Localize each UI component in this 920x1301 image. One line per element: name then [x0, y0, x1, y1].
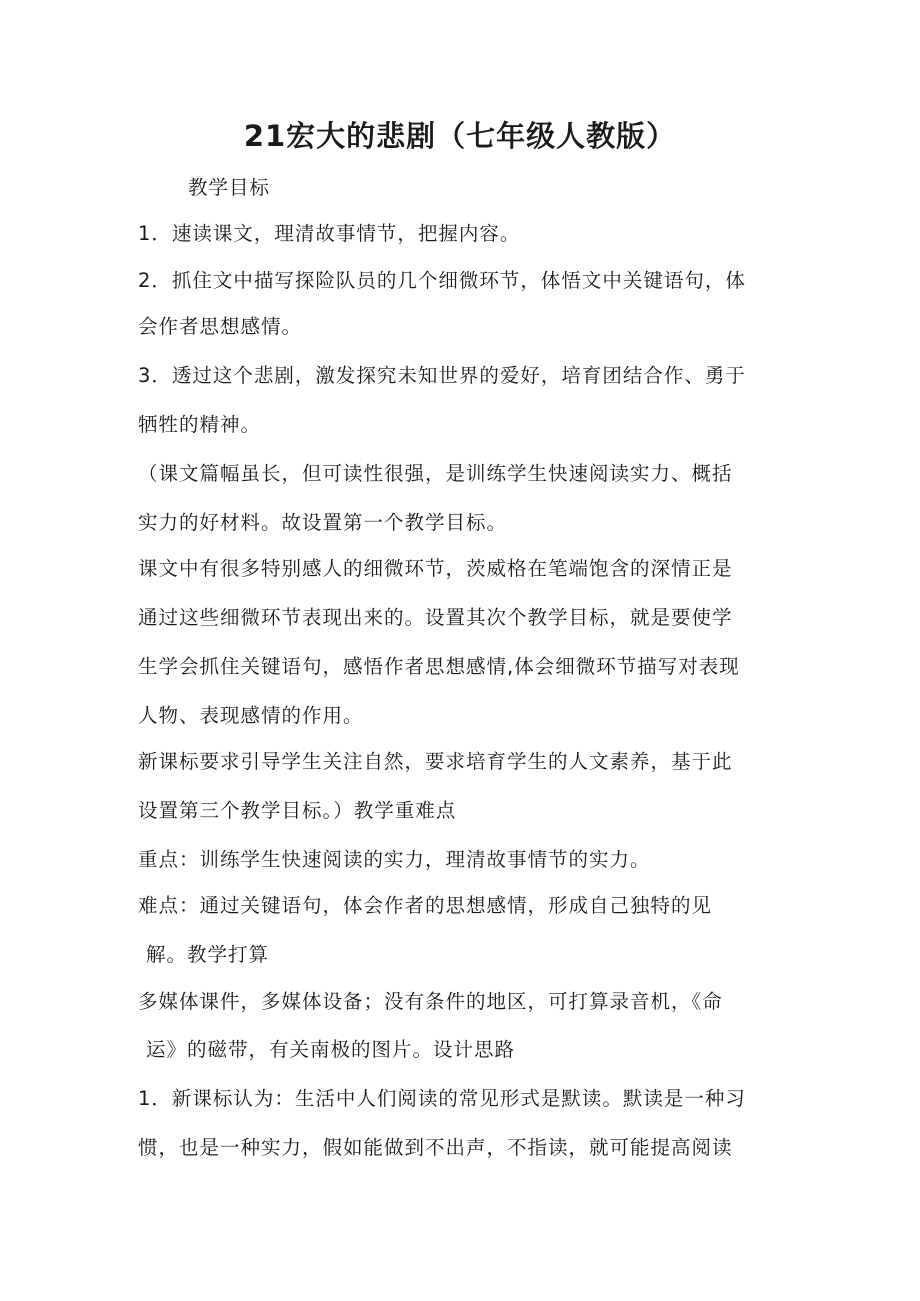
paragraph-line: 人物、表现感情的作用。 — [138, 704, 364, 727]
paragraph-line: 课文中有很多特别感人的细微环节，茨威格在笔端饱含的深情正是 — [138, 557, 733, 580]
paragraph-line: 牺牲的精神。 — [138, 413, 262, 436]
document-title: 21宏大的悲剧（七年级人教版） — [243, 119, 677, 153]
paragraph-line: 惯，也是一种实力，假如能做到不出声，不指读，就可能提高阅读 — [138, 1136, 733, 1159]
paragraph-line: 生学会抓住关键语句，感悟作者思想感情,体会细微环节描写对表现 — [138, 655, 740, 678]
paragraph-line: （课文篇幅虽长，但可读性很强，是训练学生快速阅读实力、概括 — [138, 462, 733, 485]
paragraph-line: 难点：通过关键语句，体会作者的思想感情，形成自己独特的见 — [138, 894, 713, 917]
section-heading-objectives: 教学目标 — [188, 176, 271, 199]
paragraph-line: 重点：训练学生快速阅读的实力，理清故事情节的实力。 — [138, 848, 651, 871]
paragraph-line: 实力的好材料。故设置第一个教学目标。 — [138, 511, 508, 534]
paragraph-line: 会作者思想感情。 — [138, 315, 303, 338]
paragraph-line: 3．透过这个悲剧，激发探究未知世界的爱好，培育团结合作、勇于 — [138, 364, 746, 387]
paragraph-line: 新课标要求引导学生关注自然，要求培育学生的人文素养，基于此 — [138, 750, 733, 773]
paragraph-line: 通过这些细微环节表现出来的。设置其次个教学目标，就是要使学 — [138, 606, 733, 629]
paragraph-line: 运》的磁带，有关南极的图片。设计思路 — [146, 1038, 516, 1061]
paragraph-line: 解。教学打算 — [146, 943, 270, 966]
paragraph-line: 多媒体课件，多媒体设备；没有条件的地区，可打算录音机，《命 — [138, 990, 723, 1013]
paragraph-line: 2．抓住文中描写探险队员的几个细微环节，体悟文中关键语句，体 — [138, 269, 746, 292]
paragraph-line: 设置第三个教学目标。）教学重难点 — [138, 799, 457, 822]
paragraph-line: 1．速读课文，理清故事情节，把握内容。 — [138, 222, 521, 245]
paragraph-line: 1．新课标认为：生活中人们阅读的常见形式是默读。默读是一种习 — [138, 1087, 746, 1110]
